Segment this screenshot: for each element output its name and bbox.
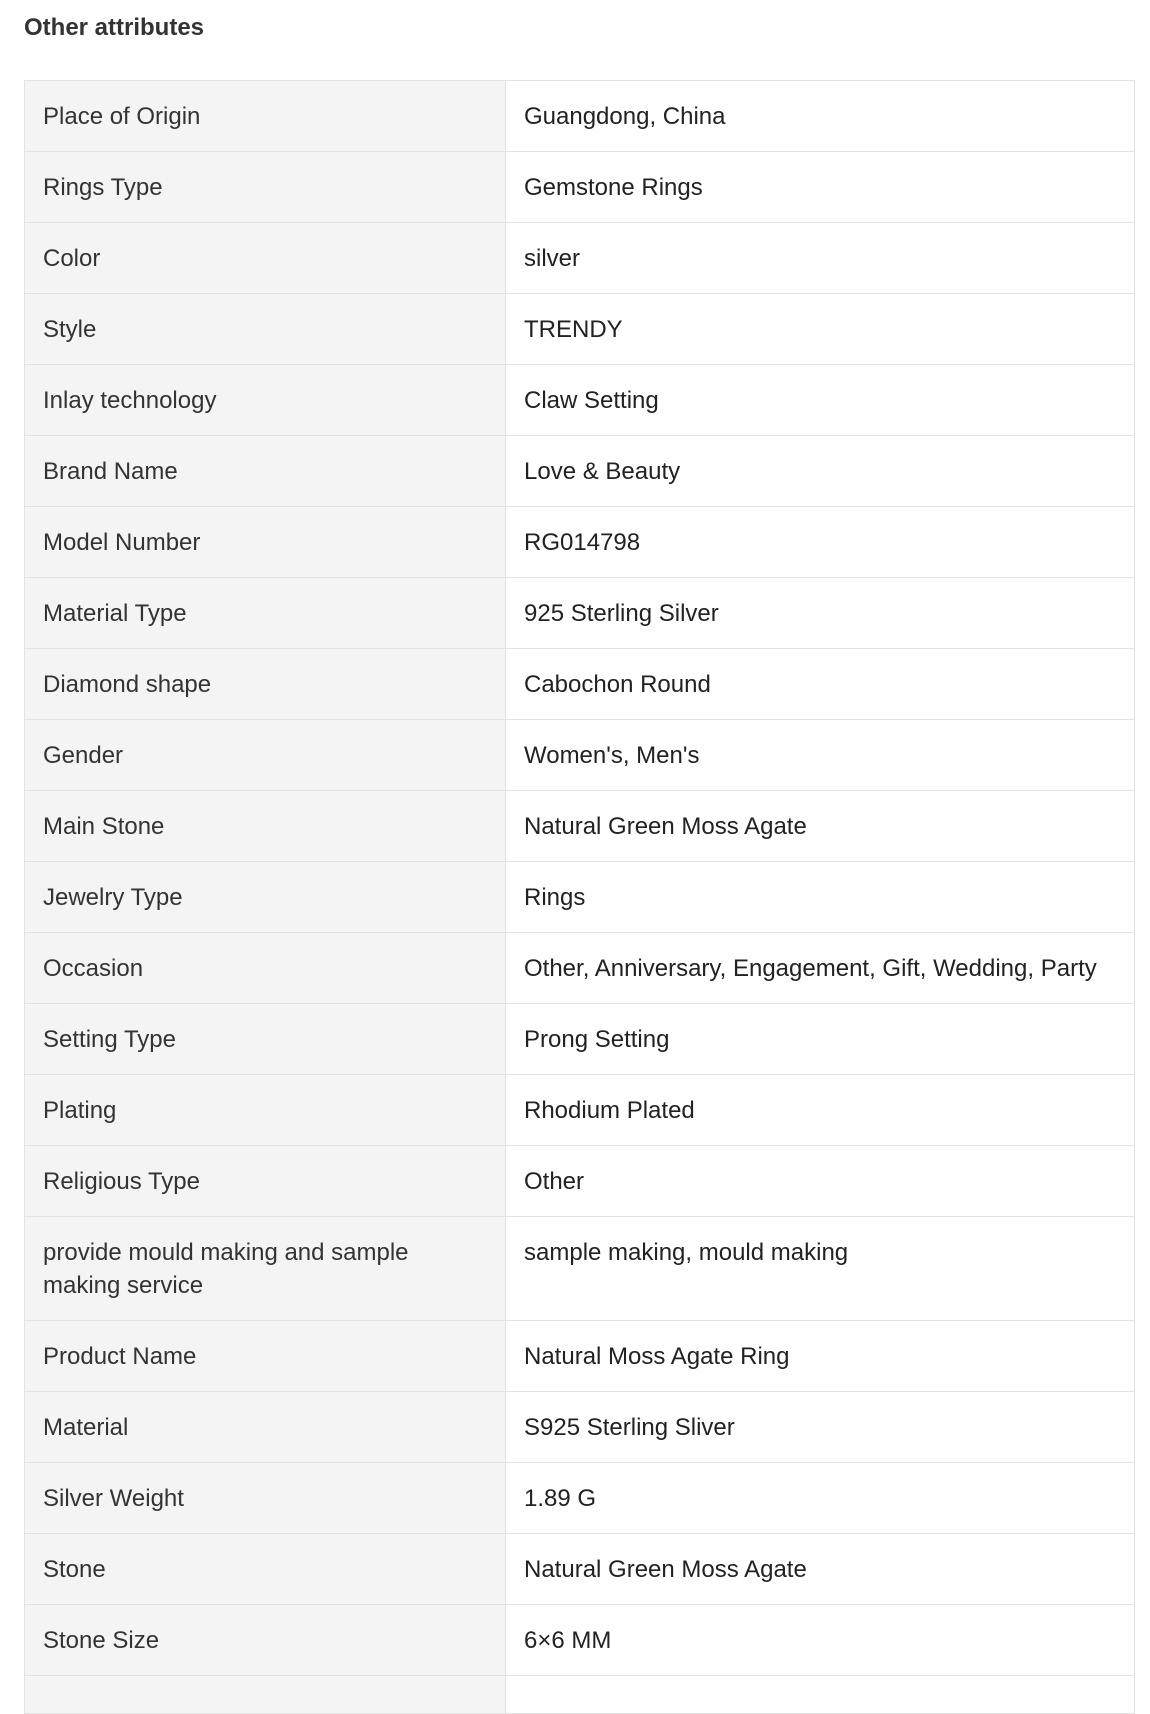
- table-row: [25, 578, 1135, 649]
- attribute-key: Jewelry Type: [25, 862, 506, 933]
- table-row: [25, 1605, 1135, 1676]
- table-row: [25, 294, 1135, 365]
- table-row: [25, 720, 1135, 791]
- attribute-key: Brand Name: [25, 436, 506, 507]
- attribute-key: Stone: [25, 1534, 506, 1605]
- table-row: [25, 507, 1135, 578]
- attribute-value: Women's, Men's: [506, 720, 1135, 791]
- attribute-value: Other, Anniversary, Engagement, Gift, Wedding, Party: [506, 933, 1135, 1004]
- attribute-value: TRENDY: [506, 294, 1135, 365]
- attribute-value: Natural Green Moss Agate: [506, 1534, 1135, 1605]
- attribute-key: Plating: [25, 1075, 506, 1146]
- attribute-value: Rings: [506, 862, 1135, 933]
- attribute-value: 925 Sterling Silver: [506, 578, 1135, 649]
- attribute-key: Stone Size: [25, 1605, 506, 1676]
- table-row: [25, 649, 1135, 720]
- attribute-key: Model Number: [25, 507, 506, 578]
- attribute-key: Color: [25, 223, 506, 294]
- attribute-key: Setting Type: [25, 1004, 506, 1075]
- attribute-value: Natural Green Moss Agate: [506, 791, 1135, 862]
- attribute-value: Other: [506, 1146, 1135, 1217]
- attribute-key: Silver Weight: [25, 1463, 506, 1534]
- attribute-key: Material Type: [25, 578, 506, 649]
- attribute-key: Religious Type: [25, 1146, 506, 1217]
- table-row: [25, 81, 1135, 152]
- table-row: [25, 152, 1135, 223]
- attribute-key: Gender: [25, 720, 506, 791]
- attribute-key: Diamond shape: [25, 649, 506, 720]
- section-title: Other attributes: [24, 14, 205, 41]
- table-row: [25, 1321, 1135, 1392]
- attribute-value: 6×6 MM: [506, 1605, 1135, 1676]
- table-row: [25, 365, 1135, 436]
- attribute-value: Prong Setting: [506, 1004, 1135, 1075]
- attribute-key: Occasion: [25, 933, 506, 1004]
- table-row: [25, 223, 1135, 294]
- attribute-value: Rhodium Plated: [506, 1075, 1135, 1146]
- attribute-key: Inlay technology: [25, 365, 506, 436]
- attribute-key: Rings Type: [25, 152, 506, 223]
- attribute-key: Style: [25, 294, 506, 365]
- attribute-key: provide mould making and sample making service: [25, 1217, 506, 1321]
- table-row: [25, 1004, 1135, 1075]
- attribute-value: Claw Setting: [506, 365, 1135, 436]
- table-row: [25, 933, 1135, 1004]
- attribute-key: Product Name: [25, 1321, 506, 1392]
- attribute-key: Place of Origin: [25, 81, 506, 152]
- attribute-value: 1.89 G: [506, 1463, 1135, 1534]
- attribute-value: sample making, mould making: [506, 1217, 1135, 1321]
- attributes-table: [24, 80, 1135, 1714]
- attribute-value: RG014798: [506, 507, 1135, 578]
- table-row: [25, 1534, 1135, 1605]
- table-row: [25, 436, 1135, 507]
- attribute-value: Gemstone Rings: [506, 152, 1135, 223]
- attribute-value: Cabochon Round: [506, 649, 1135, 720]
- table-row: [25, 791, 1135, 862]
- attribute-value: S925 Sterling Sliver: [506, 1392, 1135, 1463]
- attribute-key: Material: [25, 1392, 506, 1463]
- attribute-value: Guangdong, China: [506, 81, 1135, 152]
- attribute-key: Main Stone: [25, 791, 506, 862]
- table-row: [25, 862, 1135, 933]
- attribute-value: Love & Beauty: [506, 436, 1135, 507]
- table-row: [25, 1217, 1135, 1321]
- table-row: [25, 1075, 1135, 1146]
- table-row: [25, 1392, 1135, 1463]
- table-row: [25, 1463, 1135, 1534]
- attribute-value: Natural Moss Agate Ring: [506, 1321, 1135, 1392]
- table-row: [25, 1146, 1135, 1217]
- attribute-value: silver: [506, 223, 1135, 294]
